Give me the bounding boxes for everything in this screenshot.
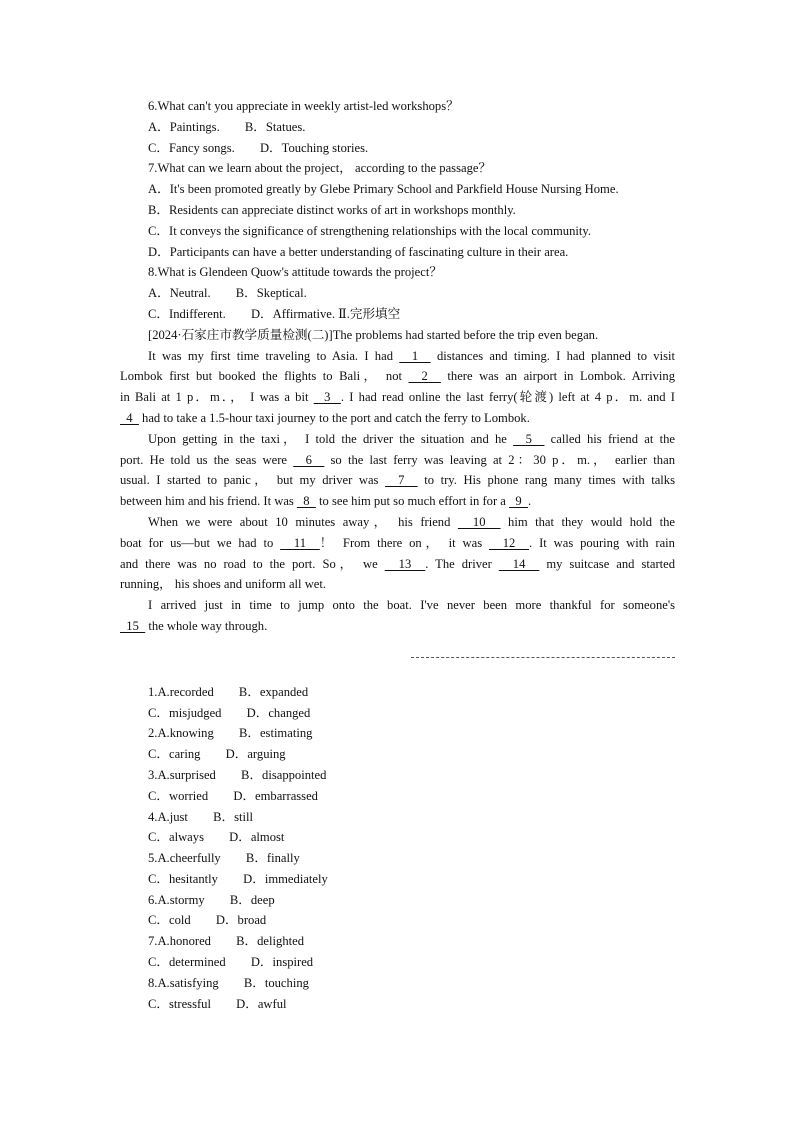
- option-row-ab: 5.A.cheerfully B．finally: [148, 851, 300, 866]
- passage-line: in Bali at 1 p．m．， I was a bit 3 . I had read online the last ferry(轮渡) left at 4 p．m. and I: [120, 390, 675, 405]
- option-row-ab: 2.A.knowing B．estimating: [148, 726, 313, 741]
- answer-blank: 14: [498, 556, 540, 571]
- question-option: C．Indifferent. D．Affirmative. Ⅱ.完形填空: [148, 306, 401, 321]
- passage-paragraph: [120, 429, 675, 512]
- option-row-ab: 7.A.honored B．delighted: [148, 934, 305, 949]
- answer-blank: 10: [457, 514, 501, 529]
- answer-blank: 11: [280, 535, 320, 550]
- answer-blank: 9: [509, 494, 528, 509]
- cloze-intro: [2024·石家庄市教学质量检测(二)]The problems had started before the trip even began.: [148, 327, 599, 342]
- answer-blank: 7: [385, 473, 418, 488]
- cloze-passage: [120, 346, 675, 637]
- option-row-ab: 4.A.just B．still: [148, 809, 253, 824]
- passage-line: 4 had to take a 1.5-hour taxi journey to the port and catch the ferry to Lombok.: [120, 410, 530, 425]
- question-stem: 6.What can't you appreciate in weekly artist-led workshops？: [148, 99, 459, 113]
- question-option: C．Fancy songs. D．Touching stories.: [148, 140, 369, 155]
- passage-line: and there was no road to the port. So， we 13 . The driver 14 my suitcase and started: [120, 556, 675, 571]
- option-row-cd: C．hesitantly D．immediately: [148, 871, 328, 886]
- answer-blank: 1: [399, 348, 431, 363]
- answer-blank: 4: [120, 410, 139, 425]
- option-row-cd: C．stressful D．awful: [148, 996, 287, 1011]
- option-row-cd: C．cold D．broad: [148, 913, 267, 928]
- option-row-cd: C．misjudged D．changed: [148, 705, 311, 720]
- question-stem: 8.What is Glendeen Quow's attitude towards the project？: [148, 265, 442, 280]
- passage-paragraph: [120, 512, 675, 595]
- passage-line: port. He told us the seas were 6 so the last ferry was leaving at 2：30 p．m.， earlier than: [120, 452, 675, 467]
- option-row-cd: C．worried D．embarrassed: [148, 788, 318, 803]
- option-row-cd: C．caring D．arguing: [148, 747, 286, 762]
- passage-line: between him and his friend. It was 8 to see him put so much effort in for a 9 .: [120, 494, 532, 509]
- cloze-options: [120, 682, 675, 1015]
- answer-blank: 8: [296, 494, 316, 509]
- passage-line: It was my first time traveling to Asia. I had 1 distances and timing. I had planned to visit: [148, 348, 675, 363]
- answer-blank: 13: [384, 556, 426, 571]
- question-option: C．It conveys the significance of strengthening relationships with the local community.: [148, 223, 592, 238]
- passage-line: 15 the whole way through.: [120, 618, 268, 633]
- answer-blank: 5: [513, 431, 545, 446]
- option-row-ab: 1.A.recorded B．expanded: [148, 684, 309, 699]
- question-option: B．Residents can appreciate distinct works of art in workshops monthly.: [148, 202, 516, 217]
- answer-blank: 2: [408, 369, 441, 384]
- passage-line: When we were about 10 minutes away， his friend 10 him that they would hold the: [148, 514, 675, 529]
- passage-line: usual. I started to panic， but my driver was 7 to try. His phone rang many times with talks: [120, 473, 675, 488]
- question-option: A．It's been promoted greatly by Glebe Primary School and Parkfield House Nursing Home.: [148, 182, 619, 197]
- passage-line: running， his shoes and uniform all wet.: [120, 577, 327, 592]
- document-content: [120, 96, 675, 1014]
- answer-blank: 15: [120, 618, 146, 633]
- reading-questions: [120, 96, 675, 325]
- passage-paragraph: [120, 346, 675, 429]
- option-row-cd: C．always D．almost: [148, 830, 285, 845]
- question-stem: 7.What can we learn about the project， according to the passage？: [148, 161, 492, 176]
- option-row-ab: 6.A.stormy B．deep: [148, 892, 275, 907]
- question-option: A．Neutral. B．Skeptical.: [148, 286, 307, 301]
- passage-line: boat for us—but we had to 11 ！ From there on， it was 12 . It was pouring with rain: [120, 535, 675, 550]
- answer-blank: 12: [488, 535, 530, 550]
- question-option: A．Paintings. B．Statues.: [148, 119, 306, 134]
- passage-line: I arrived just in time to jump onto the boat. I've never been more thankful for someone's: [148, 598, 675, 613]
- passage-paragraph: [120, 595, 675, 637]
- option-row-cd: C．determined D．inspired: [148, 955, 314, 970]
- passage-line: Upon getting in the taxi， I told the driver the situation and he 5 called his friend at the: [148, 431, 675, 446]
- option-row-ab: 8.A.satisfying B．touching: [148, 975, 309, 990]
- passage-line: Lombok first but booked the flights to Bali， not 2 there was an airport in Lombok. Arriving: [120, 369, 675, 384]
- option-row-ab: 3.A.surprised B．disappointed: [148, 767, 327, 782]
- section-divider: [411, 657, 675, 658]
- answer-blank: 6: [293, 452, 325, 467]
- question-option: D．Participants can have a better understanding of fascinating culture in their area.: [148, 244, 569, 259]
- answer-blank: 3: [313, 390, 341, 405]
